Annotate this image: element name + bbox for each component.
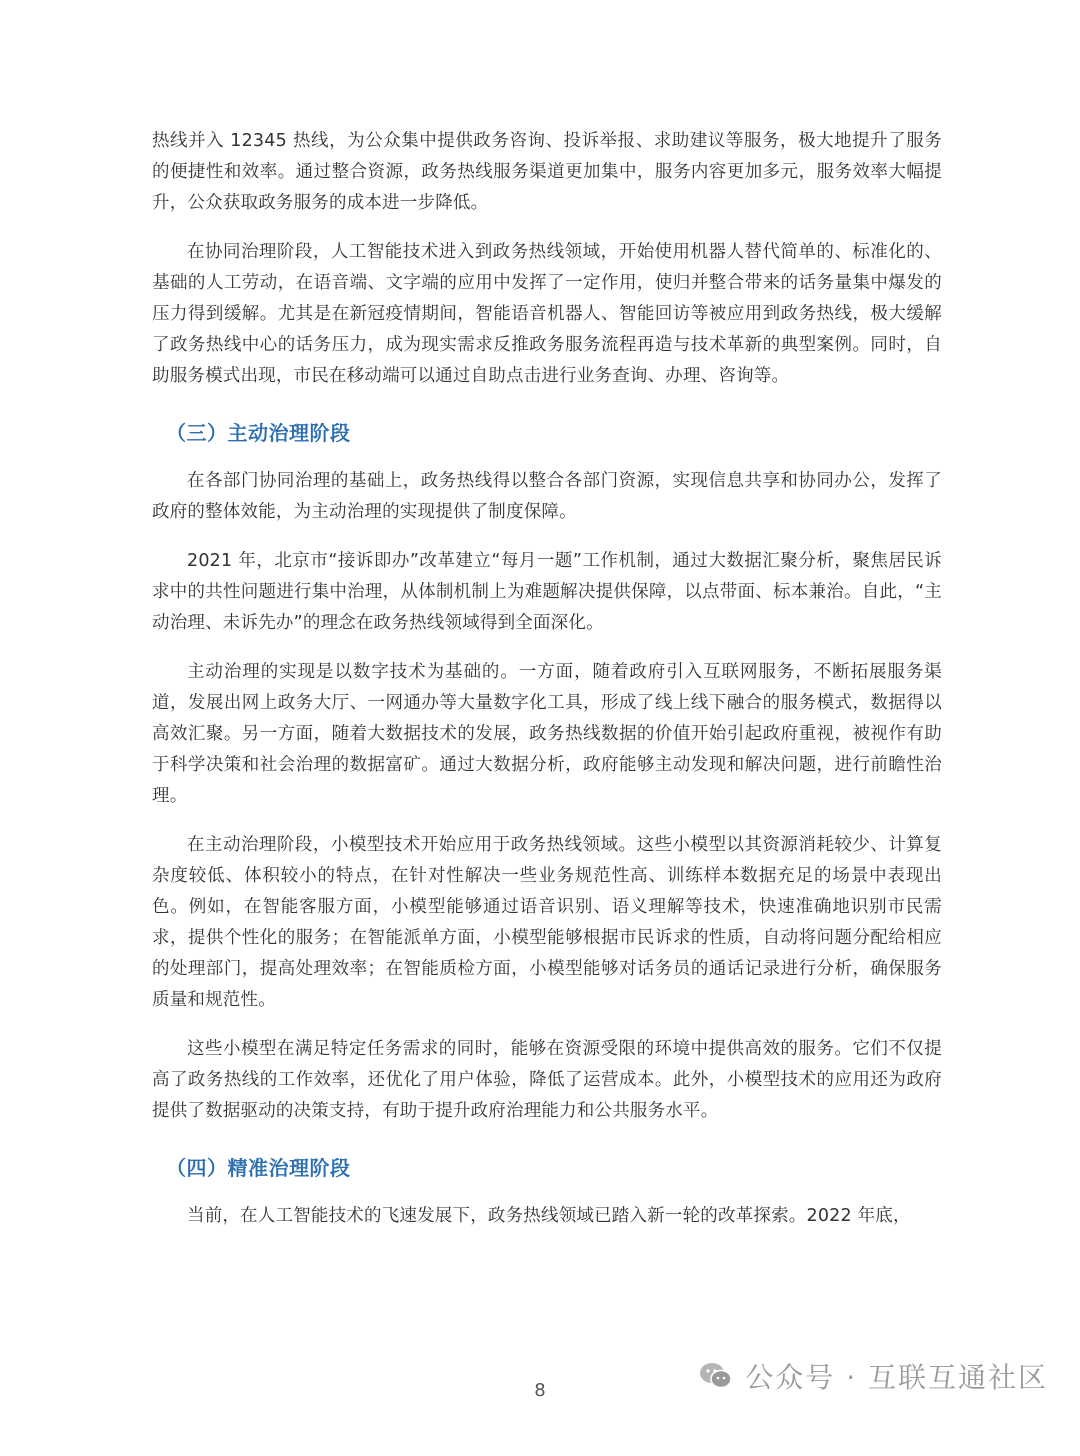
paragraph: 主动治理的实现是以数字技术为基础的。一方面，随着政府引入互联网服务，不断拓展服务渠道，发展出网上政务大厅、一网通办等大量数字化工具，形成了线上线下融合的服务模式，数据得以高效汇聚。另一方面，随着大数据技术的发展，政务热线数据的价值开始引起政府重视，被视作有助于科学决策和社会治理的数据富矿。通过大数据分析，政府能够主动发现和解决问题，进行前瞻性治理。 (152, 662, 942, 806)
watermark (699, 1356, 1048, 1396)
section-heading-4: （四）精准治理阶段 (166, 1156, 351, 1180)
page-number: 8 (534, 1380, 546, 1401)
section-heading-3: （三）主动治理阶段 (166, 421, 351, 445)
paragraph: 在主动治理阶段，小模型技术开始应用于政务热线领域。这些小模型以其资源消耗较少、计算复杂度较低、体积较小的特点，在针对性解决一些业务规范性高、训练样本数据充足的场景中表现出色。例如，在智能客服方面，小模型能够通过语音识别、语义理解等技术，快速准确地识别市民需求，提供个性化的服务；在智能派单方面，小模型能够根据市民诉求的性质，自动将问题分配给相应的处理部门，提高处理效率；在智能质检方面，小模型能够对话务员的通话记录进行分析，确保服务质量和规范性。 (152, 835, 942, 1010)
paragraph: 在各部门协同治理的基础上，政务热线得以整合各部门资源，实现信息共享和协同办公，发挥了政府的整体效能，为主动治理的实现提供了制度保障。 (152, 471, 942, 522)
paragraph: 当前，在人工智能技术的飞速发展下，政务热线领域已踏入新一轮的改革探索。2022 年底， (187, 1206, 911, 1226)
paragraph-continued: 热线并入 12345 热线，为公众集中提供政务咨询、投诉举报、求助建议等服务，极大地提升了服务的便捷性和效率。通过整合资源，政务热线服务渠道更加集中，服务内容更加多元，服务效率大幅提升，公众获取政务服务的成本进一步降低。 (152, 131, 942, 213)
watermark-text: 公众号 · 互联互通社区 (745, 1361, 1048, 1394)
paragraph: 在协同治理阶段，人工智能技术进入到政务热线领域，开始使用机器人替代简单的、标准化的、基础的人工劳动，在语音端、文字端的应用中发挥了一定作用，使归并整合带来的话务量集中爆发的压力得到缓解。尤其是在新冠疫情期间，智能语音机器人、智能回访等被应用到政务热线，极大缓解了政务热线中心的话务压力，成为现实需求反推政务服务流程再造与技术革新的典型案例。同时，自助服务模式出现，市民在移动端可以通过自助点击进行业务查询、办理、咨询等。 (152, 242, 942, 386)
document-body (152, 126, 942, 1250)
wechat-icon (699, 1361, 733, 1391)
paragraph: 2021 年，北京市“接诉即办”改革建立“每月一题”工作机制，通过大数据汇聚分析，聚焦居民诉求中的共性问题进行集中治理，从体制机制上为难题解决提供保障，以点带面、标本兼治。自此，“主动治理、未诉先办”的理念在政务热线领域得到全面深化。 (152, 551, 942, 633)
paragraph: 这些小模型在满足特定任务需求的同时，能够在资源受限的环境中提供高效的服务。它们不仅提高了政务热线的工作效率，还优化了用户体验，降低了运营成本。此外，小模型技术的应用还为政府提供了数据驱动的决策支持，有助于提升政府治理能力和公共服务水平。 (152, 1039, 942, 1121)
